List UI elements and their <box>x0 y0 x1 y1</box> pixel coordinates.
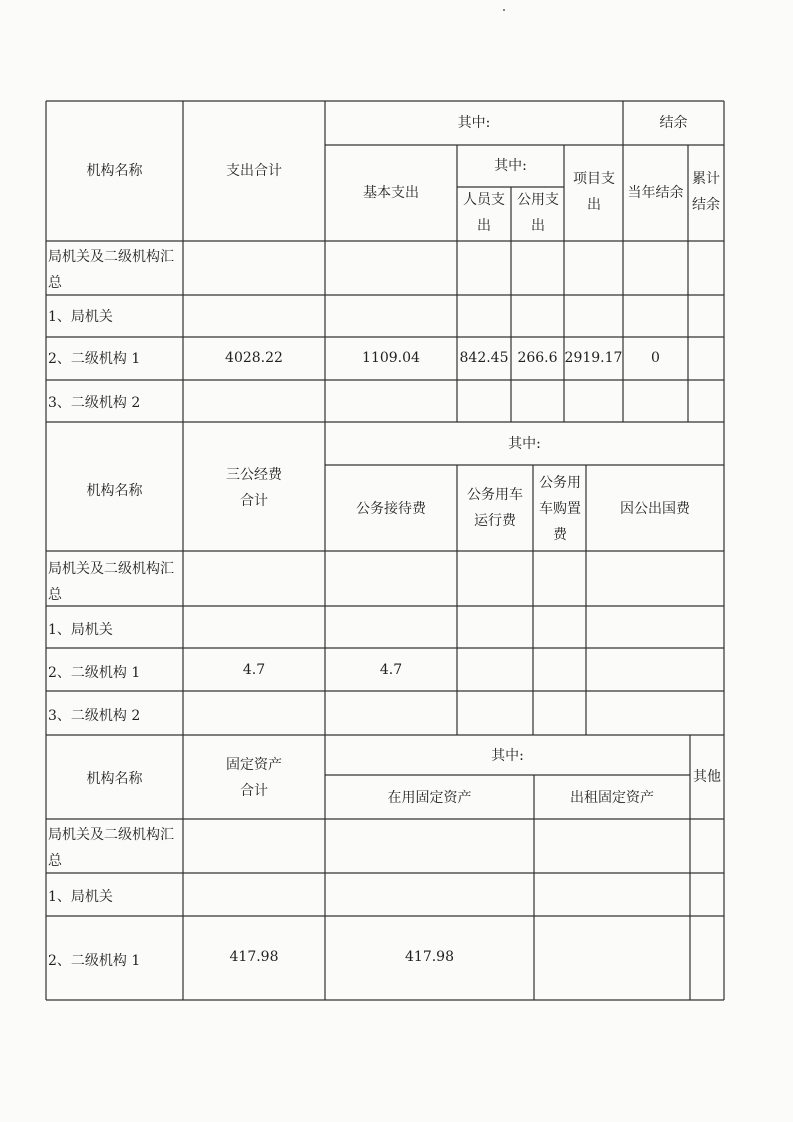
header-of-which: 其中: <box>508 436 541 452</box>
cell-three-public-total: 4.7 <box>242 662 266 678</box>
header-personnel-expenditure: 人员支出 <box>463 192 505 234</box>
header-rented-assets: 出租固定资产 <box>570 790 654 806</box>
cell-public-expenditure: 266.6 <box>517 350 558 366</box>
header-other: 其他 <box>693 769 721 785</box>
header-of-which-sub: 其中: <box>494 158 527 174</box>
cell-project-expenditure: 2919.17 <box>564 350 623 366</box>
header-abroad-fee: 因公出国费 <box>620 501 690 517</box>
cell-basic-expenditure: 1109.04 <box>362 350 420 366</box>
header-cumulative-balance: 累计结余 <box>692 171 720 213</box>
row-org-name: 1、局机关 <box>48 889 113 905</box>
cell-year-balance: 0 <box>651 350 660 366</box>
header-vehicle-purchase-fee: 公务用车购置费 <box>539 475 581 543</box>
cell-expenditure-total: 4028.22 <box>225 350 283 366</box>
scan-speck <box>503 9 505 11</box>
row-org-name: 2、二级机构 1 <box>48 351 141 367</box>
header-org-name: 机构名称 <box>86 771 143 787</box>
row-org-name: 1、局机关 <box>48 309 113 325</box>
row-org-name: 局机关及二级机构汇总 <box>48 561 174 603</box>
cell-personnel-expenditure: 842.45 <box>459 350 509 366</box>
row-org-name: 局机关及二级机构汇总 <box>48 827 174 869</box>
header-balance: 结余 <box>659 115 688 131</box>
header-basic-expenditure: 基本支出 <box>363 185 419 201</box>
header-year-balance: 当年结余 <box>627 185 684 201</box>
header-org-name: 机构名称 <box>86 163 143 179</box>
cell-reception-fee: 4.7 <box>379 662 403 678</box>
row-org-name: 2、二级机构 1 <box>48 953 141 969</box>
cell-fixed-assets-total: 417.98 <box>229 949 279 965</box>
header-in-use-assets: 在用固定资产 <box>387 790 472 806</box>
row-org-name: 2、二级机构 1 <box>48 665 141 681</box>
row-org-name: 1、局机关 <box>48 622 113 638</box>
row-org-name: 3、二级机构 2 <box>48 395 141 411</box>
row-org-name: 3、二级机构 2 <box>48 708 141 724</box>
row-org-name: 局机关及二级机构汇总 <box>48 249 174 291</box>
header-three-public-total: 三公经费合计 <box>226 467 282 509</box>
header-org-name: 机构名称 <box>86 483 143 499</box>
header-reception-fee: 公务接待费 <box>356 501 426 517</box>
cell-in-use-assets: 417.98 <box>405 949 454 965</box>
header-project-expenditure: 项目支出 <box>573 171 615 213</box>
header-of-which: 其中: <box>457 115 491 131</box>
header-public-expenditure: 公用支出 <box>517 192 559 234</box>
header-vehicle-running-fee: 公务用车运行费 <box>467 487 523 529</box>
header-of-which: 其中: <box>491 748 524 764</box>
header-fixed-assets-total: 固定资产合计 <box>226 757 282 799</box>
header-expenditure-total: 支出合计 <box>226 163 282 179</box>
